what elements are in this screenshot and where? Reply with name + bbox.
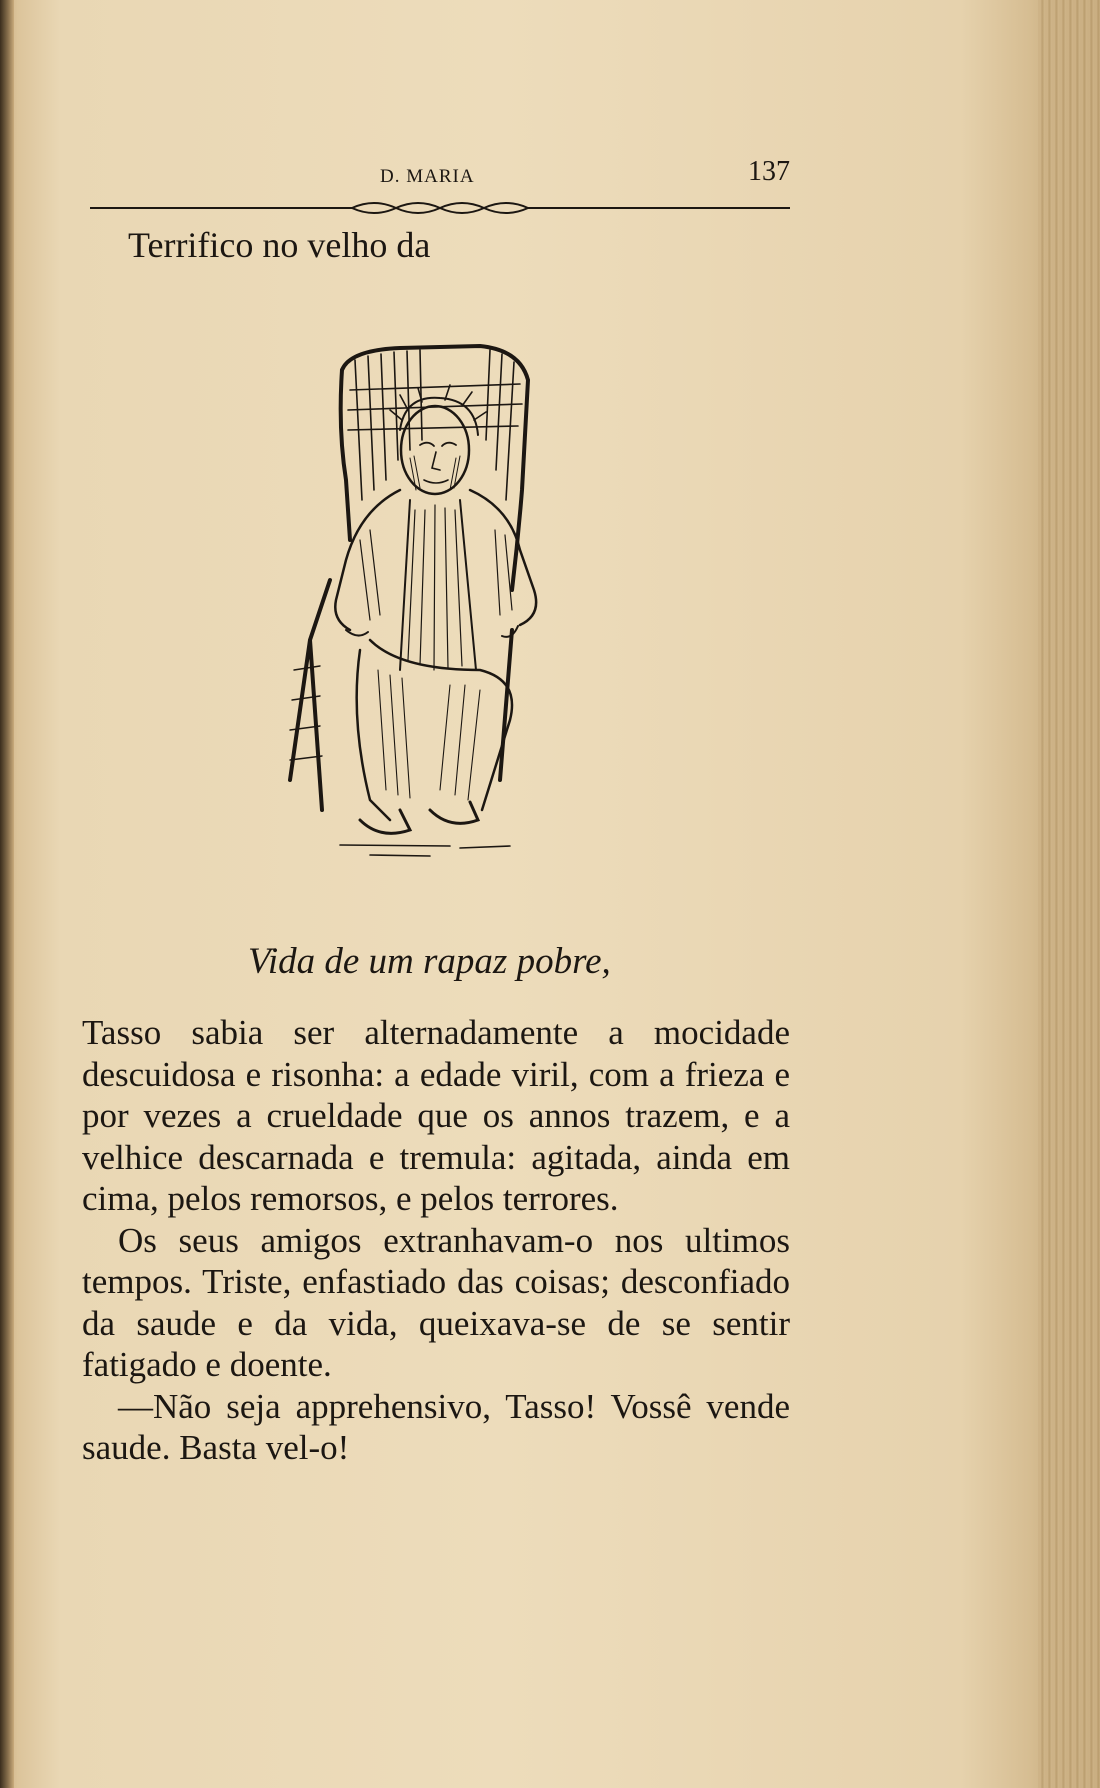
paragraph-1: Tasso sabia ser alternadamente a mocidade descuidosa e risonha: a edade viril, com a frieza e por vezes a crueldade que os annos trazem, e a velhice descarnada e tremula: agitada, ainda em cima, pelos remorsos, e pelos terrores. [82,1013,790,1218]
paragraph-3: —Não seja apprehensivo, Tasso! Vossê vende saude. Basta vel-o! [82,1386,790,1467]
old-man-illustration [250,340,630,880]
page-header [90,150,790,190]
paragraph-2: Os seus amigos extranhavam-o nos ultimos tempos. Triste, enfastiado das coisas; desconfiado da saude e da vida, queixava-se de se sentir fatigado e doente. [82,1220,790,1384]
page-edges [1038,0,1100,1788]
body-text [82,1012,790,1469]
running-head: D. MARIA [380,166,475,187]
header-rule-ornament [90,196,790,220]
page-number: 137 [748,156,790,187]
book-gutter [0,0,14,1788]
fragment-line: Terrifico no velho da [128,225,431,265]
illustration-caption: Vida de um rapaz pobre, [248,941,611,982]
